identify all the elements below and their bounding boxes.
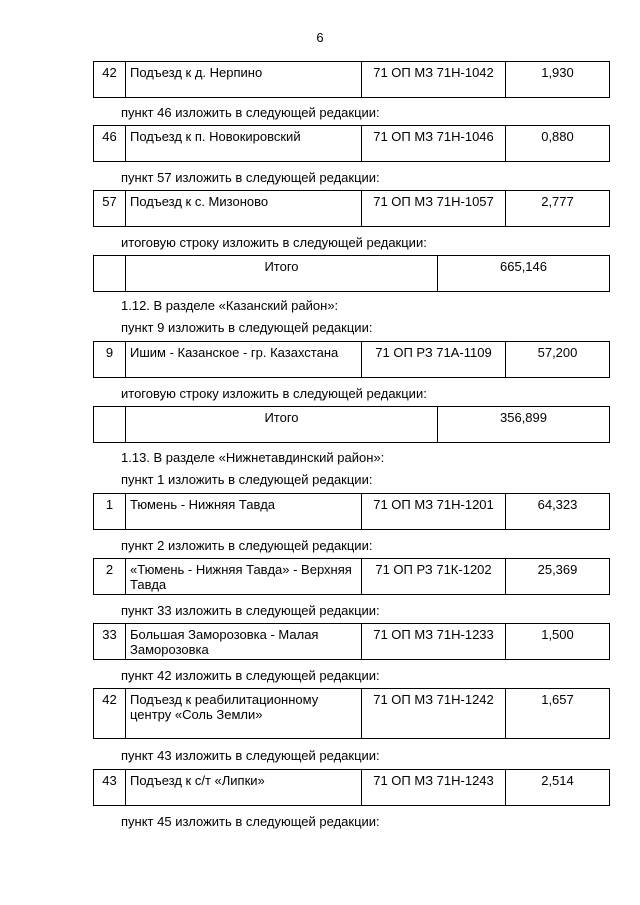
table-row: [94, 624, 610, 660]
total-value: 665,146: [438, 256, 610, 292]
road-table: [93, 493, 610, 530]
road-length: 1,930: [506, 62, 610, 98]
road-code: 71 ОП МЗ 71Н-1243: [362, 770, 506, 806]
road-length: 2,514: [506, 770, 610, 806]
road-code: 71 ОП МЗ 71Н-1201: [362, 494, 506, 530]
row-number: 9: [94, 342, 126, 378]
row-number: 42: [94, 62, 126, 98]
instruction-text: пункт 43 изложить в следующей редакции:: [121, 748, 380, 763]
total-label: Итого: [126, 407, 438, 443]
table-row: [94, 559, 610, 595]
road-table: [93, 61, 610, 98]
row-number: 2: [94, 559, 126, 595]
road-length: 1,657: [506, 689, 610, 739]
table-row: [94, 494, 610, 530]
total-row: [94, 407, 610, 443]
row-number: 42: [94, 689, 126, 739]
road-length: 2,777: [506, 191, 610, 227]
instruction-text: пункт 46 изложить в следующей редакции:: [121, 105, 380, 120]
instruction-text: пункт 2 изложить в следующей редакции:: [121, 538, 373, 553]
row-number: 43: [94, 770, 126, 806]
page-number: 6: [316, 30, 324, 45]
table-row: [94, 126, 610, 162]
total-table: [93, 406, 610, 443]
road-table: [93, 341, 610, 378]
road-name: Большая Заморозовка - Малая Заморозовка: [126, 624, 362, 660]
road-name: Подъезд к с. Мизоново: [126, 191, 362, 227]
road-code: 71 ОП МЗ 71Н-1242: [362, 689, 506, 739]
road-name: Подъезд к д. Нерпино: [126, 62, 362, 98]
table-row: [94, 191, 610, 227]
row-number: 57: [94, 191, 126, 227]
road-table: [93, 190, 610, 227]
road-length: 57,200: [506, 342, 610, 378]
empty-cell: [94, 407, 126, 443]
section-heading: 1.12. В разделе «Казанский район»:: [121, 298, 339, 313]
total-label: Итого: [126, 256, 438, 292]
instruction-text: итоговую строку изложить в следующей редакции:: [121, 235, 427, 250]
road-code: 71 ОП РЗ 71К-1202: [362, 559, 506, 595]
road-length: 1,500: [506, 624, 610, 660]
road-length: 0,880: [506, 126, 610, 162]
road-length: 25,369: [506, 559, 610, 595]
table-row: [94, 689, 610, 739]
row-number: 1: [94, 494, 126, 530]
road-table: [93, 558, 610, 595]
total-row: [94, 256, 610, 292]
section-heading: 1.13. В разделе «Нижнетавдинский район»:: [121, 450, 385, 465]
instruction-text: пункт 1 изложить в следующей редакции:: [121, 472, 373, 487]
row-number: 33: [94, 624, 126, 660]
road-table: [93, 688, 610, 739]
road-length: 64,323: [506, 494, 610, 530]
road-code: 71 ОП РЗ 71А-1109: [362, 342, 506, 378]
road-code: 71 ОП МЗ 71Н-1042: [362, 62, 506, 98]
road-name: «Тюмень - Нижняя Тавда» - Верхняя Тавда: [126, 559, 362, 595]
road-name: Подъезд к п. Новокировский: [126, 126, 362, 162]
road-table: [93, 769, 610, 806]
instruction-text: пункт 42 изложить в следующей редакции:: [121, 668, 380, 683]
empty-cell: [94, 256, 126, 292]
instruction-text: пункт 9 изложить в следующей редакции:: [121, 320, 373, 335]
total-table: [93, 255, 610, 292]
table-row: [94, 770, 610, 806]
instruction-text: итоговую строку изложить в следующей редакции:: [121, 386, 427, 401]
road-code: 71 ОП МЗ 71Н-1046: [362, 126, 506, 162]
instruction-text: пункт 45 изложить в следующей редакции:: [121, 814, 380, 829]
road-name: Ишим - Казанское - гр. Казахстана: [126, 342, 362, 378]
road-table: [93, 125, 610, 162]
instruction-text: пункт 57 изложить в следующей редакции:: [121, 170, 380, 185]
table-row: [94, 62, 610, 98]
total-value: 356,899: [438, 407, 610, 443]
row-number: 46: [94, 126, 126, 162]
road-name: Подъезд к реабилитационному центру «Соль Земли»: [126, 689, 362, 739]
road-table: [93, 623, 610, 660]
road-code: 71 ОП МЗ 71Н-1233: [362, 624, 506, 660]
road-code: 71 ОП МЗ 71Н-1057: [362, 191, 506, 227]
road-name: Тюмень - Нижняя Тавда: [126, 494, 362, 530]
road-name: Подъезд к с/т «Липки»: [126, 770, 362, 806]
instruction-text: пункт 33 изложить в следующей редакции:: [121, 603, 380, 618]
table-row: [94, 342, 610, 378]
